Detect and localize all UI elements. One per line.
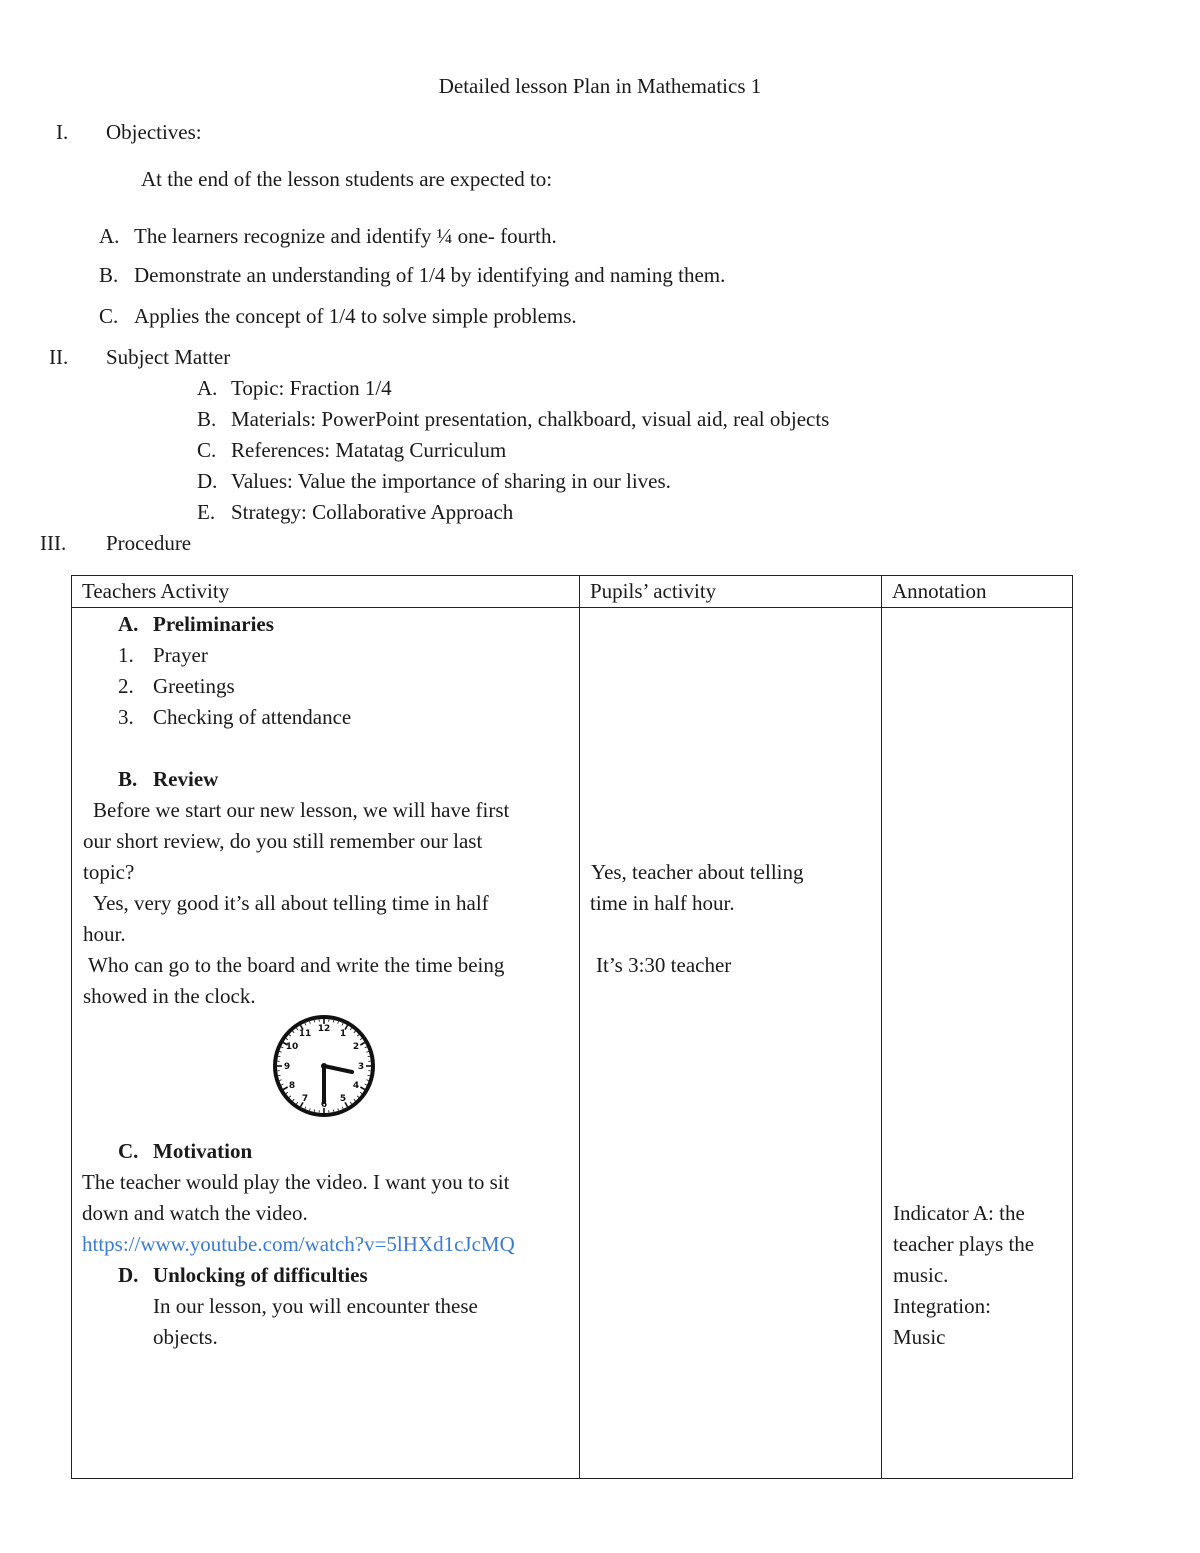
- annotation-line: Integration:: [893, 1294, 991, 1318]
- objective-item: The learners recognize and identify ¼ one- fourth.: [134, 224, 557, 248]
- list-item: Prayer: [153, 643, 208, 667]
- subject-numeral: II.: [49, 345, 69, 369]
- objective-letter: B.: [99, 263, 119, 287]
- review-line: Before we start our new lesson, we will have first: [93, 798, 510, 822]
- subject-item: Topic: Fraction 1/4: [231, 376, 392, 400]
- subject-item: Materials: PowerPoint presentation, chalkboard, visual aid, real objects: [231, 407, 830, 431]
- clock-number: 12: [317, 1024, 331, 1034]
- clock-number: 6: [320, 1100, 328, 1110]
- clock-tick: [368, 1056, 370, 1057]
- subject-letter: B.: [197, 407, 217, 431]
- teacher-activity-cell: [72, 608, 580, 1479]
- subject-heading: Subject Matter: [106, 345, 231, 369]
- header-pupils-activity: Pupils’ activity: [580, 576, 882, 608]
- list-number: 3.: [118, 705, 134, 729]
- motivation-line: down and watch the video.: [82, 1201, 308, 1225]
- objective-item: Demonstrate an understanding of 1/4 by identifying and naming them.: [134, 263, 726, 287]
- clock-number: 11: [298, 1029, 312, 1039]
- unlocking-line: objects.: [153, 1325, 218, 1349]
- objective-letter: A.: [99, 224, 120, 248]
- pupil-response: It’s 3:30 teacher: [596, 953, 732, 977]
- page-title: Detailed lesson Plan in Mathematics 1: [438, 74, 762, 98]
- clock-number: 10: [285, 1042, 299, 1052]
- review-line: Who can go to the board and write the time being: [88, 953, 505, 977]
- unlocking-letter: D.: [118, 1263, 139, 1287]
- clock-tick: [368, 1075, 370, 1076]
- clock-tick: [314, 1020, 315, 1022]
- list-item: Checking of attendance: [153, 705, 352, 729]
- review-line: Yes, very good it’s all about telling time in half: [93, 891, 489, 915]
- unlocking-heading: Unlocking of difficulties: [153, 1263, 368, 1287]
- motivation-letter: C.: [118, 1139, 139, 1163]
- annotation-line: teacher plays the: [893, 1232, 1035, 1256]
- procedure-heading: Procedure: [106, 531, 192, 555]
- review-line: topic?: [83, 860, 135, 884]
- annotation-line: music.: [893, 1263, 949, 1287]
- table-header-row: [72, 576, 1073, 608]
- video-link[interactable]: https://www.youtube.com/watch?v=5lHXd1cJcMQ: [82, 1232, 515, 1256]
- subject-letter: C.: [197, 438, 217, 462]
- clock-number: 3: [357, 1062, 365, 1072]
- clock-number: 9: [283, 1062, 291, 1072]
- clock-number: 8: [288, 1081, 296, 1091]
- pupil-response: Yes, teacher about telling: [591, 860, 804, 884]
- annotation-cell: [882, 608, 1073, 1479]
- review-letter: B.: [118, 767, 138, 791]
- review-line: hour.: [83, 922, 126, 946]
- header-annotation: Annotation: [882, 576, 1073, 608]
- objective-item: Applies the concept of 1/4 to solve simple problems.: [134, 304, 577, 328]
- pupils-activity-cell: [580, 608, 882, 1479]
- list-item: Greetings: [153, 674, 235, 698]
- clock-tick: [333, 1020, 334, 1022]
- subject-item: Strategy: Collaborative Approach: [231, 500, 514, 524]
- subject-letter: E.: [197, 500, 216, 524]
- clock-tick: [333, 1110, 334, 1112]
- motivation-heading: Motivation: [153, 1139, 253, 1163]
- review-heading: Review: [153, 767, 219, 791]
- unlocking-line: In our lesson, you will encounter these: [153, 1294, 478, 1318]
- table-row: [72, 608, 1073, 1479]
- motivation-line: The teacher would play the video. I want you to sit: [82, 1170, 510, 1194]
- clock-tick: [278, 1075, 280, 1076]
- clock-number: 5: [339, 1094, 347, 1104]
- procedure-table: [71, 575, 1073, 1479]
- list-number: 2.: [118, 674, 134, 698]
- list-number: 1.: [118, 643, 134, 667]
- subject-letter: D.: [197, 469, 218, 493]
- review-line: showed in the clock.: [83, 984, 256, 1008]
- clock-number: 1: [339, 1029, 347, 1039]
- pupil-response: time in half hour.: [590, 891, 735, 915]
- clock-number: 2: [352, 1042, 360, 1052]
- objectives-intro: At the end of the lesson students are expected to:: [141, 167, 553, 191]
- clock-number: 7: [301, 1094, 309, 1104]
- annotation-line: Indicator A: the: [893, 1201, 1025, 1225]
- clock-tick: [278, 1056, 280, 1057]
- review-line: our short review, do you still remember our last: [83, 829, 483, 853]
- objectives-heading: Objectives:: [106, 120, 202, 144]
- preliminaries-heading: Preliminaries: [153, 612, 274, 636]
- clock-tick: [314, 1110, 315, 1112]
- procedure-numeral: III.: [40, 531, 67, 555]
- annotation-line: Music: [893, 1325, 946, 1349]
- objectives-numeral: I.: [56, 120, 69, 144]
- subject-item: References: Matatag Curriculum: [231, 438, 507, 462]
- objective-letter: C.: [99, 304, 119, 328]
- subject-item: Values: Value the importance of sharing in our lives.: [231, 469, 671, 493]
- header-teachers-activity: Teachers Activity: [72, 576, 580, 608]
- clock-center: [321, 1063, 327, 1069]
- clock-icon: [270, 1012, 380, 1122]
- clock-number: 4: [352, 1081, 360, 1091]
- preliminaries-letter: A.: [118, 612, 139, 636]
- subject-letter: A.: [197, 376, 218, 400]
